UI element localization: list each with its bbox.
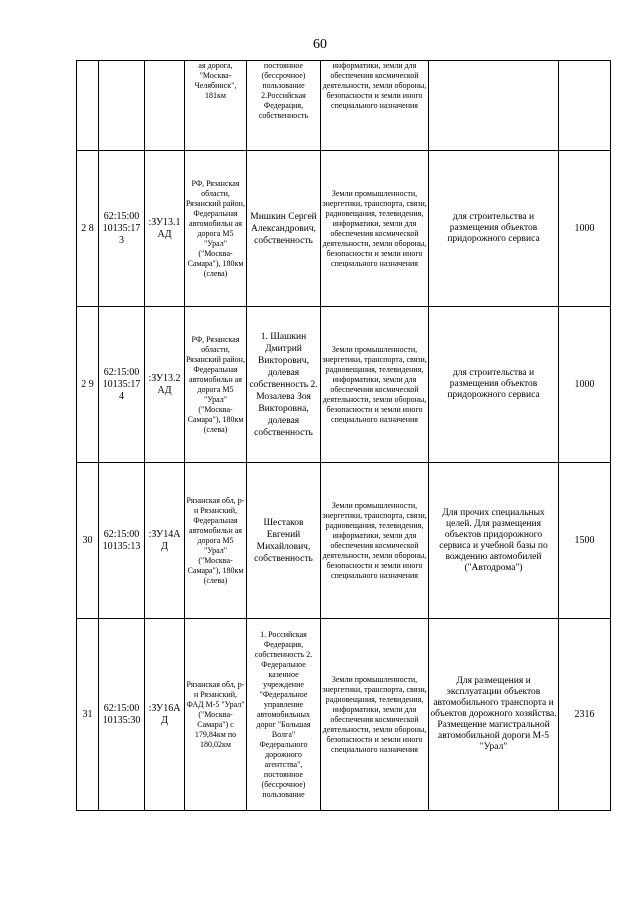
row-number-cell: 2 9 xyxy=(77,307,99,463)
permitted-use-cell: для строительства и размещения объектов придорожного сервиса xyxy=(429,151,559,307)
area-cell: 1000 xyxy=(559,307,611,463)
cadastral-number-cell: 62:15:00 10135:30 xyxy=(99,619,145,811)
location-cell: ая дорога, "Москва-Челябинск", 181км xyxy=(185,61,247,151)
owner-cell: Шестаков Евгений Михайлович, собственность xyxy=(247,463,321,619)
cadastral-number-cell xyxy=(99,61,145,151)
row-number-cell: 30 xyxy=(77,463,99,619)
cadastral-number-cell: 62:15:00 10135:17 4 xyxy=(99,307,145,463)
area-cell xyxy=(559,61,611,151)
plot-code-cell: :ЗУ14А Д xyxy=(145,463,185,619)
location-cell: РФ, Рязанская области, Рязанский район, Федеральная автомобильн ая дорога М5 "Урал" ("Москва-Самара"), 180км (слева) xyxy=(185,307,247,463)
cadastral-number-cell: 62:15:00 10135:13 xyxy=(99,463,145,619)
permitted-use-cell: Для размещения и эксплуатации объектов автомобильного транспорта и объектов дорожного хозяйства. Размещение магистральной автомобильной дороги М-5 "Урал" xyxy=(429,619,559,811)
area-cell: 2316 xyxy=(559,619,611,811)
owner-cell: Мишкин Сергей Александрович, собственность xyxy=(247,151,321,307)
permitted-use-cell: Для прочих специальных целей. Для размещения объектов придорожного сервиса и учебной базы по вождению автомобилей ("Автодрома") xyxy=(429,463,559,619)
owner-cell: 1. Российская Федерация, собственность 2. Федеральное казенное учреждение "Федеральное управление автомобильных дорог "Большая Волга" Федерального дорожного агентства", постоянное (бессрочное) пользование xyxy=(247,619,321,811)
location-cell: РФ, Рязанская области, Рязанский район, Федеральная автомобильн ая дорога М5 "Урал" ("Москва-Самара"), 180км (слева) xyxy=(185,151,247,307)
table-row xyxy=(77,307,611,463)
land-plots-table xyxy=(76,60,611,811)
permitted-use-cell xyxy=(429,61,559,151)
table-row xyxy=(77,619,611,811)
land-category-cell: Земли промышленности, энергетики, транспорта, связи, радиовещания, телевидения, информатики, земли для обеспечения космической деятельности, земли обороны, безопасности и земли иного специального назначения xyxy=(321,463,429,619)
land-category-cell: Земли промышленности, энергетики, транспорта, связи, радиовещания, телевидения, информатики, земли для обеспечения космической деятельности, земли обороны, безопасности и земли иного специального назначения xyxy=(321,307,429,463)
permitted-use-cell: для строительства и размещения объектов придорожного сервиса xyxy=(429,307,559,463)
land-category-cell: информатики, земли для обеспечения космической деятельности, земли обороны, безопасности и земли иного специального назначения xyxy=(321,61,429,151)
location-cell: Рязанская обл, р-н Рязанский, ФАД М-5 "Урал" ("Москва-Самара") с 179,84км по 180,02км xyxy=(185,619,247,811)
table-row xyxy=(77,61,611,151)
row-number-cell xyxy=(77,61,99,151)
land-category-cell: Земли промышленности, энергетики, транспорта, связи, радиовещания, телевидения, информатики, земли для обеспечения космической деятельности, земли обороны, безопасности и земли иного специального назначения xyxy=(321,619,429,811)
plot-code-cell: :ЗУ13.1 АД xyxy=(145,151,185,307)
table-row xyxy=(77,151,611,307)
row-number-cell: 31 xyxy=(77,619,99,811)
owner-cell: 1. Шашкин Дмитрий Викторович, долевая собственность 2. Мозалева Зоя Викторовна, долевая собственность xyxy=(247,307,321,463)
row-number-cell: 2 8 xyxy=(77,151,99,307)
plot-code-cell: :ЗУ16А Д xyxy=(145,619,185,811)
table-row xyxy=(77,463,611,619)
owner-cell: постоянное (бессрочное) пользование 2.Российская Федерация, собственность xyxy=(247,61,321,151)
cadastral-number-cell: 62:15:00 10135:17 3 xyxy=(99,151,145,307)
plot-code-cell xyxy=(145,61,185,151)
location-cell: Рязанская обл, р-н Рязанский, Федеральная автомобильн ая дорога М5 "Урал" ("Москва-Самара"), 180км (слева) xyxy=(185,463,247,619)
area-cell: 1500 xyxy=(559,463,611,619)
area-cell: 1000 xyxy=(559,151,611,307)
page-number: 60 xyxy=(313,37,327,52)
plot-code-cell: :ЗУ13.2 АД xyxy=(145,307,185,463)
land-category-cell: Земли промышленности, энергетики, транспорта, связи, радиовещания, телевидения, информатики, земли для обеспечения космической деятельности, земли обороны, безопасности и земли иного специального назначения xyxy=(321,151,429,307)
